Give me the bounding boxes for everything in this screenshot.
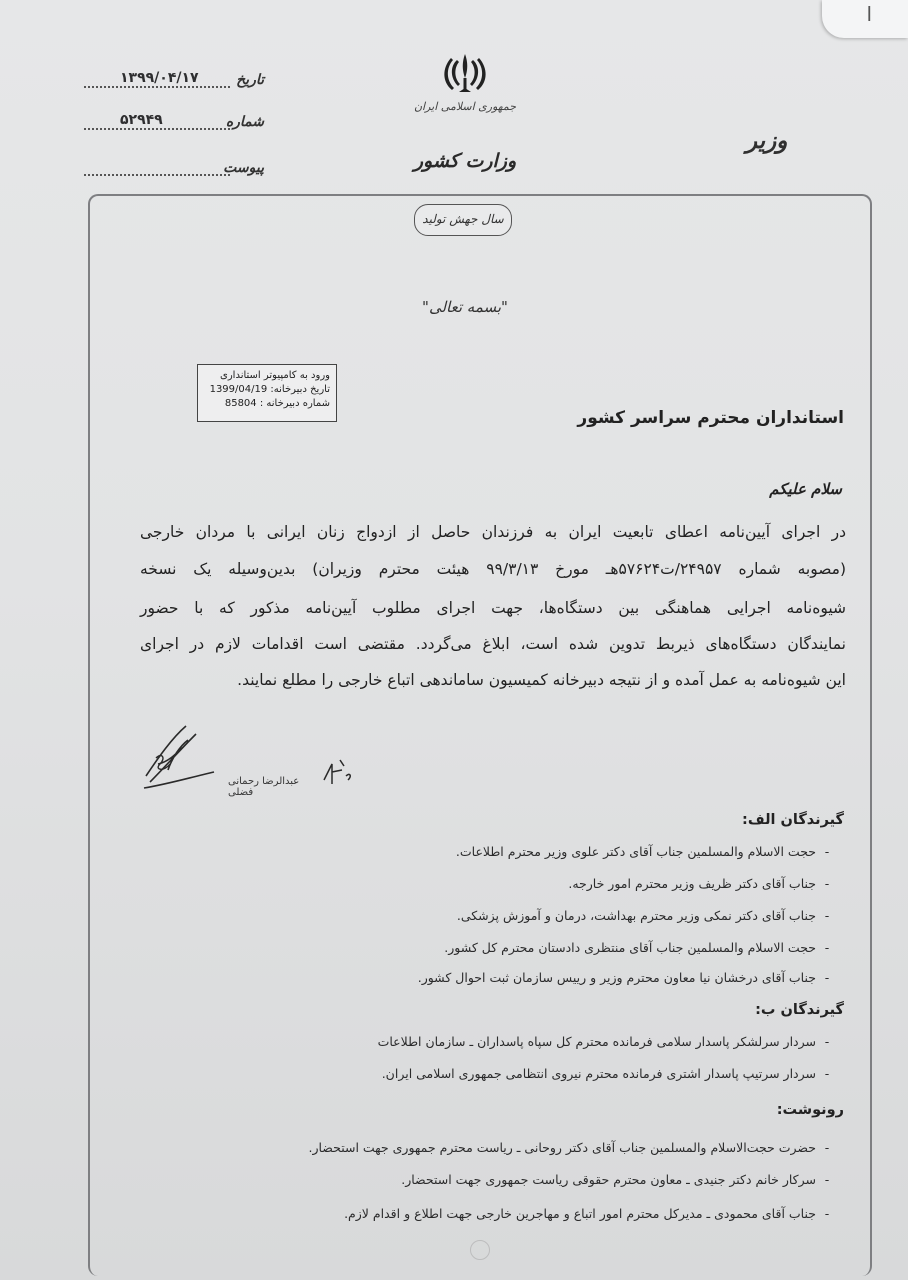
number-label: شماره [225, 114, 264, 130]
recipient-b-item: -سردار سرلشکر پاسدار سلامی فرمانده محترم کل سپاه پاسداران ـ سازمان اطلاعات [377, 1034, 830, 1049]
attachment-label: پیوست [223, 160, 264, 176]
date-dotted-line [84, 86, 230, 88]
copy-item: -جناب آقای محمودی ـ مدیرکل محترم امور اتباع و مهاجرین خارجی جهت اطلاع و اقدام لازم. [344, 1206, 830, 1221]
emblem-caption: جمهوری اسلامی ایران [413, 100, 517, 113]
signatory-name: عبدالرضا رحمانی فضلی [228, 776, 300, 798]
attachment-field [84, 160, 264, 182]
stamp-line-2 [204, 383, 330, 397]
ministry-title: وزارت کشور [413, 150, 517, 172]
recipient-a-item: -جناب آقای دکتر ظریف وزیر محترم امور خارجه. [568, 876, 830, 891]
stamp-date-label: تاریخ دبیرخانه: [270, 384, 330, 395]
date-value: ۱۳۹۹/۰۴/۱۷ [120, 70, 199, 86]
stamp-date-value: 1399/04/19 [209, 384, 268, 395]
recipients-a-heading: گیرندگان الف: [742, 812, 844, 828]
recipient-a-item: -جناب آقای دکتر نمکی وزیر محترم بهداشت، درمان و آموزش پزشکی. [456, 908, 830, 923]
number-dotted-line [84, 128, 230, 130]
signature-scribble-icon [138, 718, 218, 790]
stamp-number-label: شماره دبیرخانه : [259, 398, 330, 409]
copy-item: -سرکار خانم دکتر جنیدی ـ معاون محترم حقوقی ریاست جمهوری جهت استحضار. [401, 1172, 830, 1187]
number-field [84, 114, 264, 136]
copies-heading: رونوشت: [776, 1102, 844, 1118]
body-line: نمایندگان دستگاه‌های ذیربط تدوین شده است، ابلاغ می‌گردد. مقتضی است اقدامات لازم در اجرای [140, 635, 846, 653]
recipients-b-heading: گیرندگان ب: [755, 1002, 844, 1018]
page-corner-tab [822, 0, 908, 38]
stamp-line-1: ورود به کامپیوتر استانداری [220, 370, 330, 381]
iran-emblem-icon [440, 48, 490, 98]
recipient-a-item: -حجت الاسلام والمسلمین جناب آقای دکتر علوی وزیر محترم اطلاعات. [455, 844, 830, 859]
attachment-dotted-line [84, 174, 230, 176]
addressee: استانداران محترم سراسر کشور [577, 408, 844, 428]
stamp-number-value: 85804 [224, 398, 257, 409]
minister-heading: وزیر [746, 128, 788, 154]
year-slogan-badge: سال جهش تولید [414, 204, 512, 236]
salutation: سلام علیکم [769, 480, 842, 498]
recipient-a-item: -جناب آقای درخشان نیا معاون محترم وزیر و رییس سازمان ثبت احوال کشور. [417, 970, 830, 985]
body-line: این شیوه‌نامه به عمل آمده و از نتیجه دبیرخانه کمیسیون ساماندهی اتباع خارجی را مطلع نمایند. [237, 671, 846, 689]
faint-watermark-circle [470, 1240, 490, 1260]
besmeh-heading: "بسمه تعالی" [422, 298, 508, 316]
body-line: (مصوبه شماره ۲۴۹۵۷/ت۵۷۶۲۴هـ مورخ ۹۹/۳/۱۳ هیئت محترم وزیران) بدین‌وسیله یک نسخه [140, 560, 846, 578]
body-line: شیوه‌نامه اجرایی هماهنگی بین دستگاه‌ها، جهت اجرای مطلوب آیین‌نامه مذکور که با حضور [140, 599, 846, 617]
corner-tab-text: ا [866, 2, 872, 26]
date-field [84, 72, 264, 94]
initial-mark-icon [318, 750, 358, 790]
number-value: ۵۲۹۴۹ [120, 112, 163, 128]
copy-item: -حضرت حجت‌الاسلام والمسلمین جناب آقای دکتر روحانی ـ ریاست محترم جمهوری جهت استحضار. [308, 1140, 830, 1155]
recipient-a-item: -حجت الاسلام والمسلمین جناب آقای منتظری دادستان محترم کل کشور. [444, 940, 830, 955]
recipient-b-item: -سردار سرتیپ پاسدار اشتری فرمانده محترم نیروی انتظامی جمهوری اسلامی ایران. [381, 1066, 830, 1081]
body-line: در اجرای آیین‌نامه اعطای تابعیت ایران به فرزندان حاصل از ازدواج زنان ایرانی با مردان خارجی [140, 523, 846, 541]
date-label: تاریخ [236, 72, 264, 88]
